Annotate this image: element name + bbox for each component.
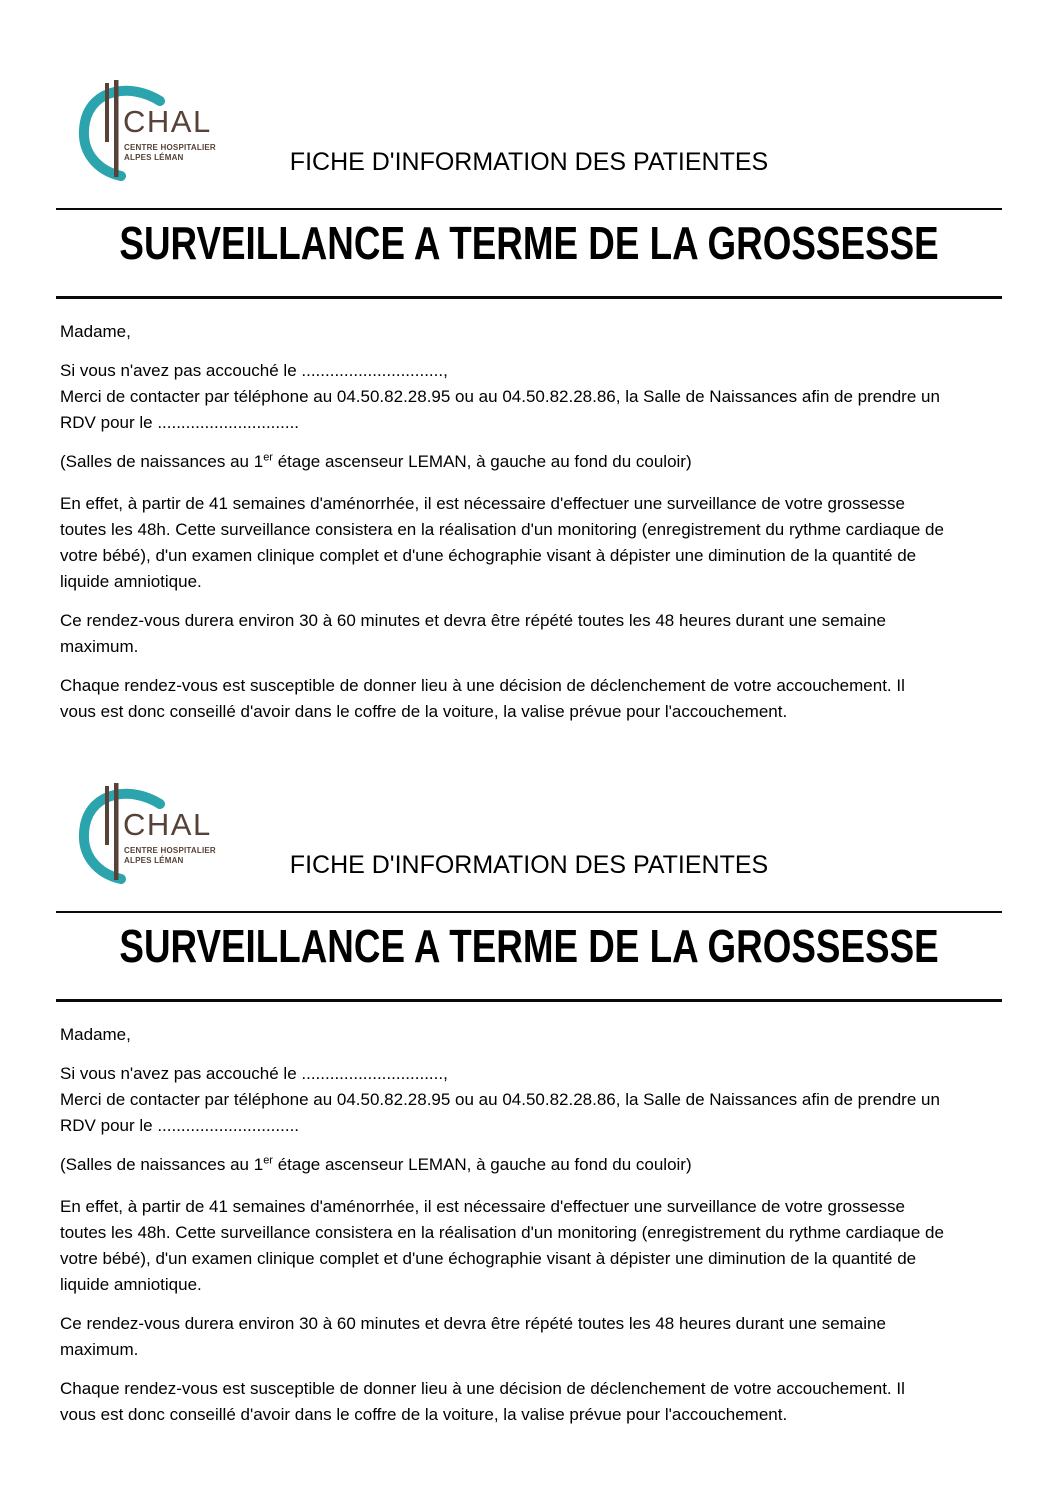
location-post: étage ascenseur LEMAN, à gauche au fond du couloir) bbox=[272, 452, 692, 471]
contact-line-2: Merci de contacter par téléphone au 04.50.82.28.95 ou au 04.50.82.28.86, la Salle de Naissances afin de prendre un bbox=[60, 1090, 940, 1109]
surveillance-line-2: toutes les 48h. Cette surveillance consistera en la réalisation d'un monitoring (enregistrement du rythme cardiaque de bbox=[60, 520, 944, 539]
info-sheet-copy-1 bbox=[0, 0, 1058, 725]
duration-line-2: maximum. bbox=[60, 1340, 139, 1359]
surveillance-line-4: liquide amniotique. bbox=[60, 1275, 202, 1294]
surveillance-line-3: votre bébé), d'un examen clinique complet et d'une échographie visant à dépister une diminution de la quantité de bbox=[60, 546, 917, 565]
location-ordinal: er bbox=[263, 451, 273, 464]
sheet-header-row bbox=[0, 783, 1058, 911]
duration-line-1: Ce rendez-vous durera environ 30 à 60 minutes et devra être répété toutes les 48 heures durant une semaine bbox=[60, 611, 886, 630]
duration-paragraph bbox=[60, 608, 1002, 660]
advice-paragraph bbox=[60, 1376, 1002, 1428]
divider-top bbox=[56, 911, 1002, 913]
surveillance-line-1: En effet, à partir de 41 semaines d'aménorrhée, il est nécessaire d'effectuer une surveillance de votre grossesse bbox=[60, 1197, 906, 1216]
sheet-title bbox=[0, 216, 1058, 282]
logo-subtitle-line1: CENTRE HOSPITALIER bbox=[124, 846, 216, 855]
surveillance-line-2: toutes les 48h. Cette surveillance consistera en la réalisation d'un monitoring (enregistrement du rythme cardiaque de bbox=[60, 1223, 944, 1242]
contact-line-3: RDV pour le .............................. bbox=[60, 1116, 300, 1135]
salutation: Madame, bbox=[60, 322, 131, 341]
surveillance-paragraph bbox=[60, 491, 1002, 595]
advice-line-2: vous est donc conseillé d'avoir dans le coffre de la voiture, la valise prévue pour l'accouchement. bbox=[60, 1405, 788, 1424]
divider-top bbox=[56, 208, 1002, 210]
advice-paragraph bbox=[60, 673, 1002, 725]
contact-paragraph bbox=[60, 358, 1002, 436]
surveillance-line-3: votre bébé), d'un examen clinique complet et d'une échographie visant à dépister une diminution de la quantité de bbox=[60, 1249, 917, 1268]
contact-line-3: RDV pour le .............................. bbox=[60, 413, 300, 432]
sheet-title-text: SURVEILLANCE A TERME DE LA GROSSESSE bbox=[119, 217, 939, 269]
duration-line-2: maximum. bbox=[60, 637, 139, 656]
advice-line-1: Chaque rendez-vous est susceptible de donner lieu à une décision de déclenchement de votre accouchement. Il bbox=[60, 1379, 905, 1398]
location-line bbox=[60, 1152, 1002, 1178]
surveillance-line-4: liquide amniotique. bbox=[60, 572, 202, 591]
contact-line-1: Si vous n'avez pas accouché le .............................., bbox=[60, 1064, 448, 1083]
logo-subtitle-line1: CENTRE HOSPITALIER bbox=[124, 143, 216, 152]
advice-line-1: Chaque rendez-vous est susceptible de donner lieu à une décision de déclenchement de votre accouchement. Il bbox=[60, 676, 905, 695]
contact-line-2: Merci de contacter par téléphone au 04.50.82.28.95 ou au 04.50.82.28.86, la Salle de Naissances afin de prendre un bbox=[60, 387, 940, 406]
surveillance-paragraph bbox=[60, 1194, 1002, 1298]
logo-subtitle-line2: ALPES LÉMAN bbox=[124, 153, 184, 162]
contact-line-1: Si vous n'avez pas accouché le .............................., bbox=[60, 361, 448, 380]
logo-acronym: CHAL bbox=[123, 104, 212, 139]
location-pre: (Salles de naissances au 1 bbox=[60, 452, 264, 471]
sheet-body bbox=[60, 319, 1002, 725]
location-line bbox=[60, 449, 1002, 475]
sheet-body bbox=[60, 1022, 1002, 1428]
logo-subtitle-line2: ALPES LÉMAN bbox=[124, 856, 184, 865]
salutation: Madame, bbox=[60, 1025, 131, 1044]
location-ordinal: er bbox=[263, 1154, 273, 1167]
location-post: étage ascenseur LEMAN, à gauche au fond du couloir) bbox=[272, 1155, 692, 1174]
location-paragraph bbox=[60, 1152, 1002, 1178]
sheet-title-text: SURVEILLANCE A TERME DE LA GROSSESSE bbox=[119, 920, 939, 972]
sheet-header-title: FICHE D'INFORMATION DES PATIENTES bbox=[289, 851, 769, 879]
advice-line-2: vous est donc conseillé d'avoir dans le coffre de la voiture, la valise prévue pour l'accouchement. bbox=[60, 702, 788, 721]
sheet-title bbox=[0, 919, 1058, 985]
info-sheet-copy-2 bbox=[0, 783, 1058, 1428]
surveillance-line-1: En effet, à partir de 41 semaines d'aménorrhée, il est nécessaire d'effectuer une surveillance de votre grossesse bbox=[60, 494, 906, 513]
sheet-header-title: FICHE D'INFORMATION DES PATIENTES bbox=[289, 148, 769, 176]
duration-line-1: Ce rendez-vous durera environ 30 à 60 minutes et devra être répété toutes les 48 heures durant une semaine bbox=[60, 1314, 886, 1333]
location-paragraph bbox=[60, 449, 1002, 475]
logo-acronym: CHAL bbox=[123, 807, 212, 842]
duration-paragraph bbox=[60, 1311, 1002, 1363]
location-pre: (Salles de naissances au 1 bbox=[60, 1155, 264, 1174]
contact-paragraph bbox=[60, 1061, 1002, 1139]
divider-bottom bbox=[56, 296, 1002, 299]
divider-bottom bbox=[56, 999, 1002, 1002]
sheet-header-row bbox=[0, 80, 1058, 208]
